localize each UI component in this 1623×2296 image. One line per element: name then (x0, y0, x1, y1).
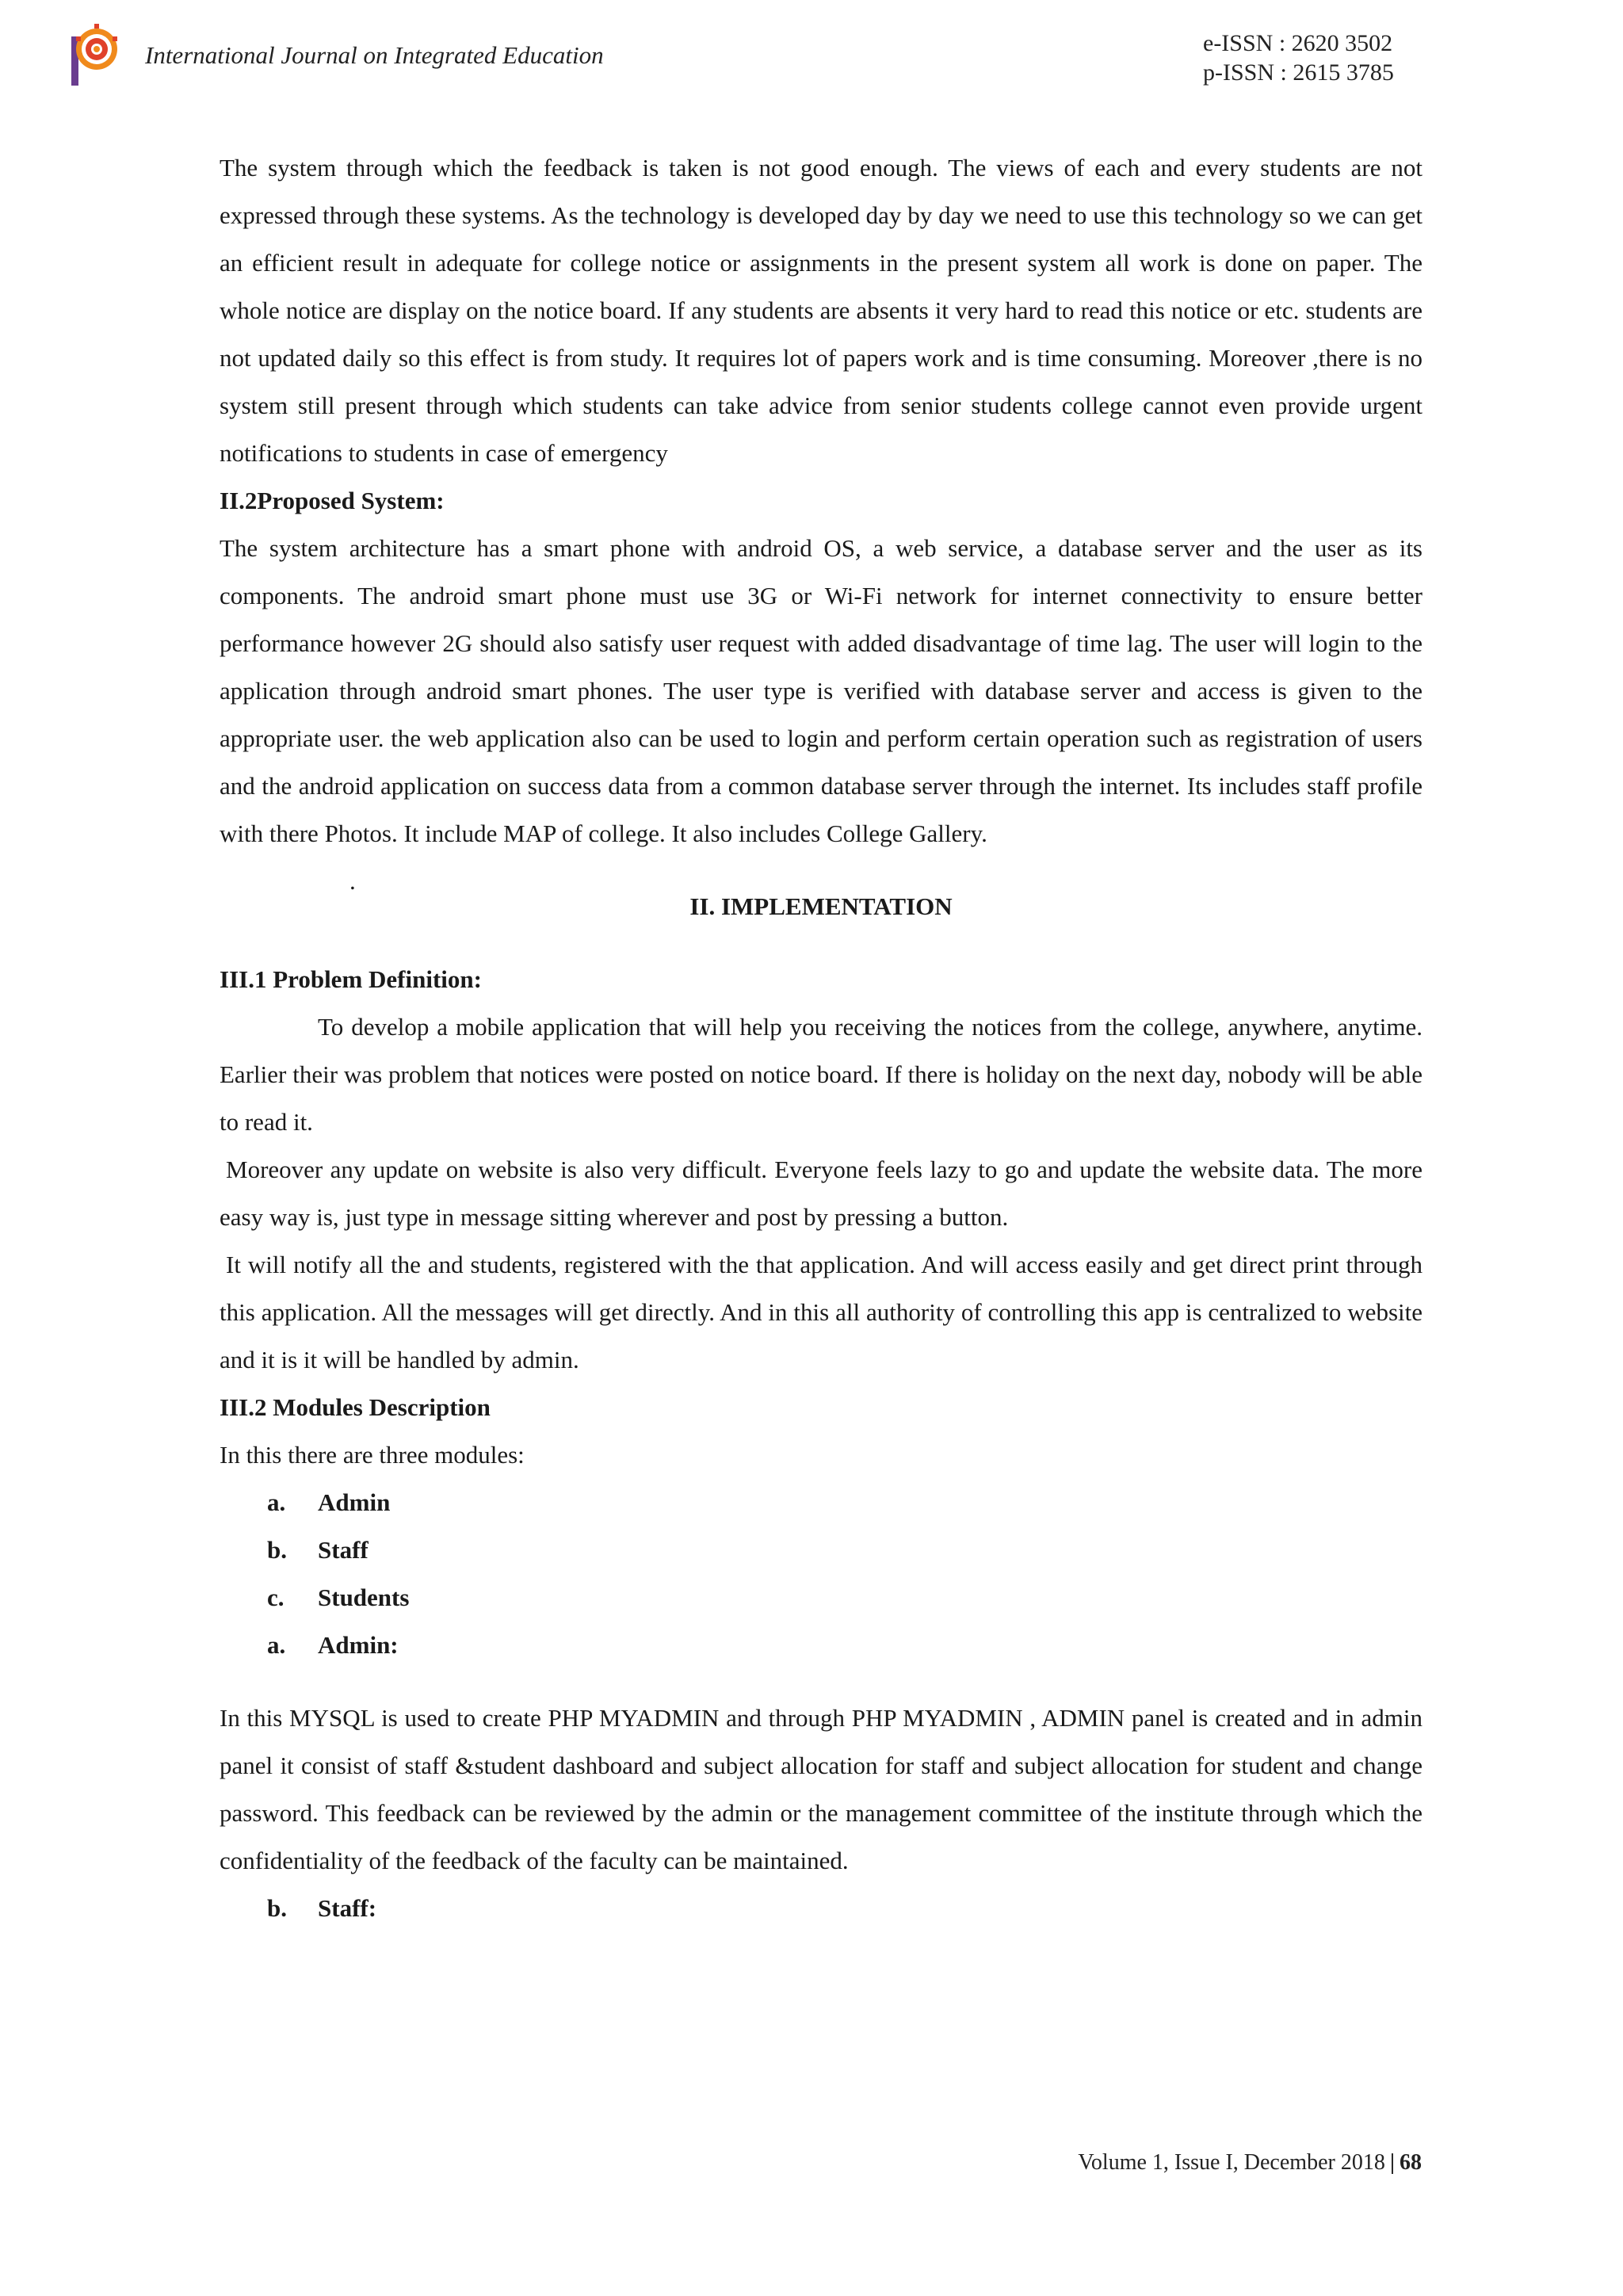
list-item: c. Students (267, 1584, 410, 1611)
paragraph-admin: In this MYSQL is used to create PHP MYADMIN and through PHP MYADMIN , ADMIN panel is created and in admin panel it consist of staff &student dashboard and subject allocation for staff and subject allocation for student and change password. This feedback can be reviewed by the admin or the management committee of the institute through which the confidentiality of the feedback of the faculty can be maintained. (220, 1704, 1423, 1874)
list-item: b. Staff: (267, 1894, 377, 1922)
journal-logo-icon (67, 22, 124, 90)
staff-subheading-list (220, 1885, 1423, 1932)
issn-block (1203, 29, 1394, 87)
journal-name: International Journal on Integrated Education (145, 41, 604, 69)
pissn: p-ISSN : 2615 3785 (1203, 59, 1394, 86)
paragraph-existing-system: The system through which the feedback is taken is not good enough. The views of each and every students are not expressed through these systems. As the technology is developed day by day we need to use this technology so we can get an efficient result in adequate for college notice or assignments in the present system all work is done on paper. The whole notice are display on the notice board. If any students are absents it very hard to read this notice or etc. students are not updated daily so this effect is from study. It requires lot of papers work and is time consuming. Moreover ,there is no system still present through which students can take advice from senior students college cannot even provide urgent notifications to students in case of emergency (220, 154, 1423, 467)
list-item: b. Staff (267, 1536, 369, 1564)
list-item: a. Admin (267, 1488, 391, 1516)
modules-list (220, 1479, 1423, 1669)
heading-problem-definition: III.1 Problem Definition: (220, 965, 482, 993)
paragraph-proposed-system: The system architecture has a smart phone with android OS, a web service, a database server and the user as its components. The android smart phone must use 3G or Wi-Fi network for internet connectivity to ensure better performance however 2G should also satisfy user request with added disadvantage of time lag. The user will login to the application through android smart phones. The user type is verified with database server and access is given to the appropriate user. the web application also can be used to login and perform certain operation such as registration of users and the android application on success data from a common database server through the internet. Its includes staff profile with there Photos. It include MAP of college. It also includes College Gallery. (220, 534, 1423, 847)
paragraph-problem-2: Moreover any update on website is also very difficult. Everyone feels lazy to go and update the website data. The more easy way is, just type in message sitting wherever and post by pressing a button. (220, 1156, 1423, 1231)
article-body (220, 144, 1423, 1932)
page-footer (1078, 2150, 1422, 2176)
page-number: 68 (1400, 2150, 1422, 2175)
eissn: e-ISSN : 2620 3502 (1203, 30, 1393, 56)
footer-separator: | (1389, 2150, 1395, 2175)
volume-info: Volume 1, Issue I, December 2018 (1078, 2150, 1385, 2175)
heading-proposed-system: II.2Proposed System: (220, 487, 445, 514)
list-item: a. Admin: (267, 1631, 399, 1659)
paragraph-problem-1: To develop a mobile application that will help you receiving the notices from the college, anywhere, anytime. Earlier their was problem that notices were posted on notice board. If there is holiday on the next day, nobody will be able to read it. (220, 1013, 1423, 1136)
paragraph-modules-intro: In this there are three modules: (220, 1441, 525, 1469)
heading-modules-description: III.2 Modules Description (220, 1393, 491, 1421)
paragraph-problem-3: It will notify all the and students, registered with the that application. And will access easily and get direct print through this application. All the messages will get directly. And in this all authority of controlling this app is centralized to website and it is it will be handled by admin. (220, 1251, 1423, 1373)
stray-dot: . (349, 867, 356, 895)
section-title-implementation: II. IMPLEMENTATION (689, 892, 953, 920)
